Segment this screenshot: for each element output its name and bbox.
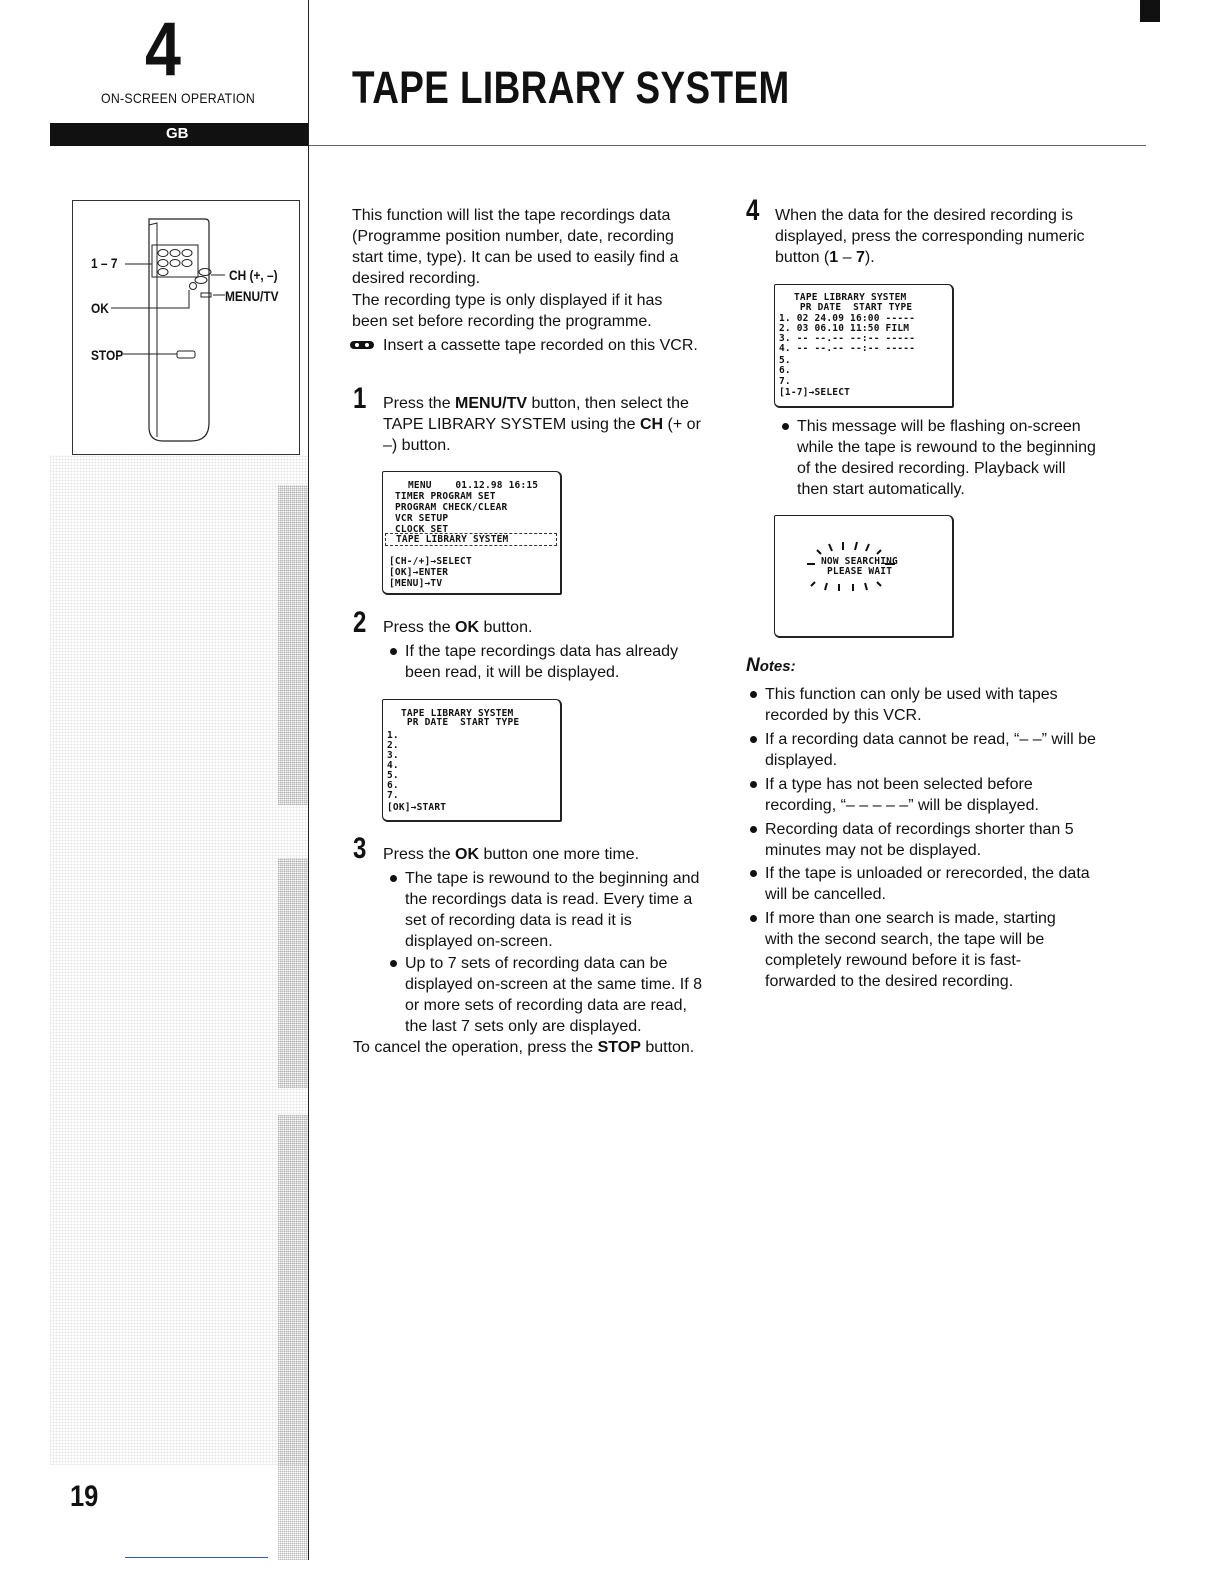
remote-label-ok: OK bbox=[91, 300, 109, 316]
remote-label-menu: MENU/TV bbox=[225, 288, 279, 304]
note-item: If more than one search is made, starting with the second search, the tape will be completely rewound before it is fast-forwarded to the desired recording. bbox=[765, 910, 1056, 990]
step-number: 2 bbox=[353, 606, 367, 639]
osd-library-filled: TAPE LIBRARY SYSTEM PR DATE START TYPE 1. 02 24.09 16:00 ----- 2. 03 06.10 11:50 FILM 3. -- --.-- --:-- ----- 4. -- --.-- --:-- ----- 5. 6. 7. [1-7]→SELECT bbox=[774, 284, 954, 408]
step-number: 1 bbox=[353, 382, 367, 415]
osd-menu-screen: MENU 01.12.98 16:15 TIMER PROGRAM SET PROGRAM CHECK/CLEAR VCR SETUP CLOCK SET TAPE LIBRARY SYSTEM [CH-/+]→SELECT [OK]→ENTER [MENU]→TV bbox=[382, 471, 562, 595]
step-1-text: Press the MENU/TV button, then select the TAPE LIBRARY SYSTEM using the CH (+ or –) button. bbox=[383, 395, 701, 454]
remote-control-drawing bbox=[73, 201, 301, 456]
bullet-icon bbox=[390, 875, 397, 882]
bullet-icon bbox=[390, 648, 397, 655]
notes-heading: Notes: bbox=[746, 655, 796, 676]
chapter-label: ON-SCREEN OPERATION bbox=[101, 90, 256, 106]
margin-band bbox=[278, 858, 308, 1088]
step-2-text: Press the OK button. bbox=[383, 619, 533, 636]
bullet-icon bbox=[750, 736, 757, 743]
cancel-instruction: To cancel the operation, press the STOP button. bbox=[353, 1039, 695, 1056]
remote-label-1-7: 1 – 7 bbox=[91, 255, 118, 271]
intro-paragraph-type: The recording type is only displayed if it has been set before recording the programme. bbox=[352, 292, 663, 330]
column-divider bbox=[308, 0, 309, 1560]
corner-marker bbox=[1140, 0, 1160, 22]
step-4-text: When the data for the desired recording is displayed, press the corresponding numeric button (1 – 7). bbox=[775, 207, 1085, 266]
bullet-icon bbox=[750, 870, 757, 877]
bullet-icon bbox=[390, 960, 397, 967]
note-item: If the tape is unloaded or rerecorded, the data will be cancelled. bbox=[765, 865, 1090, 903]
note-item: If a type has not been selected before recording, “– – – – –” will be displayed. bbox=[765, 776, 1039, 814]
remote-label-stop: STOP bbox=[91, 347, 124, 363]
step-3-bullet: Up to 7 sets of recording data can be displayed on-screen at the same time. If 8 or more sets of recording data are read, the last 7 sets only are displayed. bbox=[405, 955, 703, 1035]
step-3-text: Press the OK button one more time. bbox=[383, 846, 640, 863]
page-number: 19 bbox=[70, 1480, 99, 1513]
bullet-icon bbox=[750, 781, 757, 788]
footer-rule bbox=[125, 1557, 268, 1558]
bullet-icon bbox=[750, 691, 757, 698]
step-3-bullet: The tape is rewound to the beginning and the recordings data is read. Every time a set of recording data is read it is displayed on-screen. bbox=[405, 870, 700, 950]
margin-band bbox=[278, 1115, 308, 1560]
menu-highlight-selection: TAPE LIBRARY SYSTEM bbox=[385, 533, 557, 546]
searching-text: NOW SEARCHING bbox=[821, 556, 898, 567]
cassette-icon bbox=[349, 340, 375, 350]
margin-shading bbox=[50, 455, 308, 1465]
region-label: GB bbox=[166, 125, 189, 142]
remote-label-ch: CH (+, –) bbox=[229, 267, 278, 283]
chapter-number: 4 bbox=[145, 7, 180, 92]
header-rule bbox=[308, 145, 1146, 146]
note-item: This function can only be used with tapes recorded by this VCR. bbox=[765, 686, 1058, 724]
remote-illustration bbox=[72, 200, 300, 455]
osd-library-empty: TAPE LIBRARY SYSTEM PR DATE START TYPE 1. 2. 3. 4. 5. 6. 7. [OK]→START bbox=[382, 699, 562, 822]
osd-searching-screen bbox=[774, 515, 954, 638]
step-number: 4 bbox=[746, 194, 760, 227]
bullet-icon bbox=[782, 423, 789, 430]
step-4-bullet: This message will be flashing on-screen while the tape is rewound to the beginning of the desired recording. Playback will then start automatically. bbox=[797, 418, 1096, 498]
bullet-icon bbox=[750, 915, 757, 922]
step-2-bullet: If the tape recordings data has already been read, it will be displayed. bbox=[405, 643, 679, 681]
page-title: TAPE LIBRARY SYSTEM bbox=[352, 62, 790, 113]
step-number: 3 bbox=[353, 832, 367, 865]
cassette-instruction: Insert a cassette tape recorded on this VCR. bbox=[383, 337, 698, 354]
note-item: If a recording data cannot be read, “– –” will be displayed. bbox=[765, 731, 1096, 769]
region-bar bbox=[50, 123, 308, 146]
please-wait-text: PLEASE WAIT bbox=[827, 566, 893, 577]
bullet-icon bbox=[750, 826, 757, 833]
intro-paragraph: This function will list the tape recordings data (Programme position number, date, recording start time, type). It can be used to easily find a desired recording. bbox=[352, 207, 679, 287]
margin-band bbox=[278, 485, 308, 805]
note-item: Recording data of recordings shorter than 5 minutes may not be displayed. bbox=[765, 821, 1074, 859]
